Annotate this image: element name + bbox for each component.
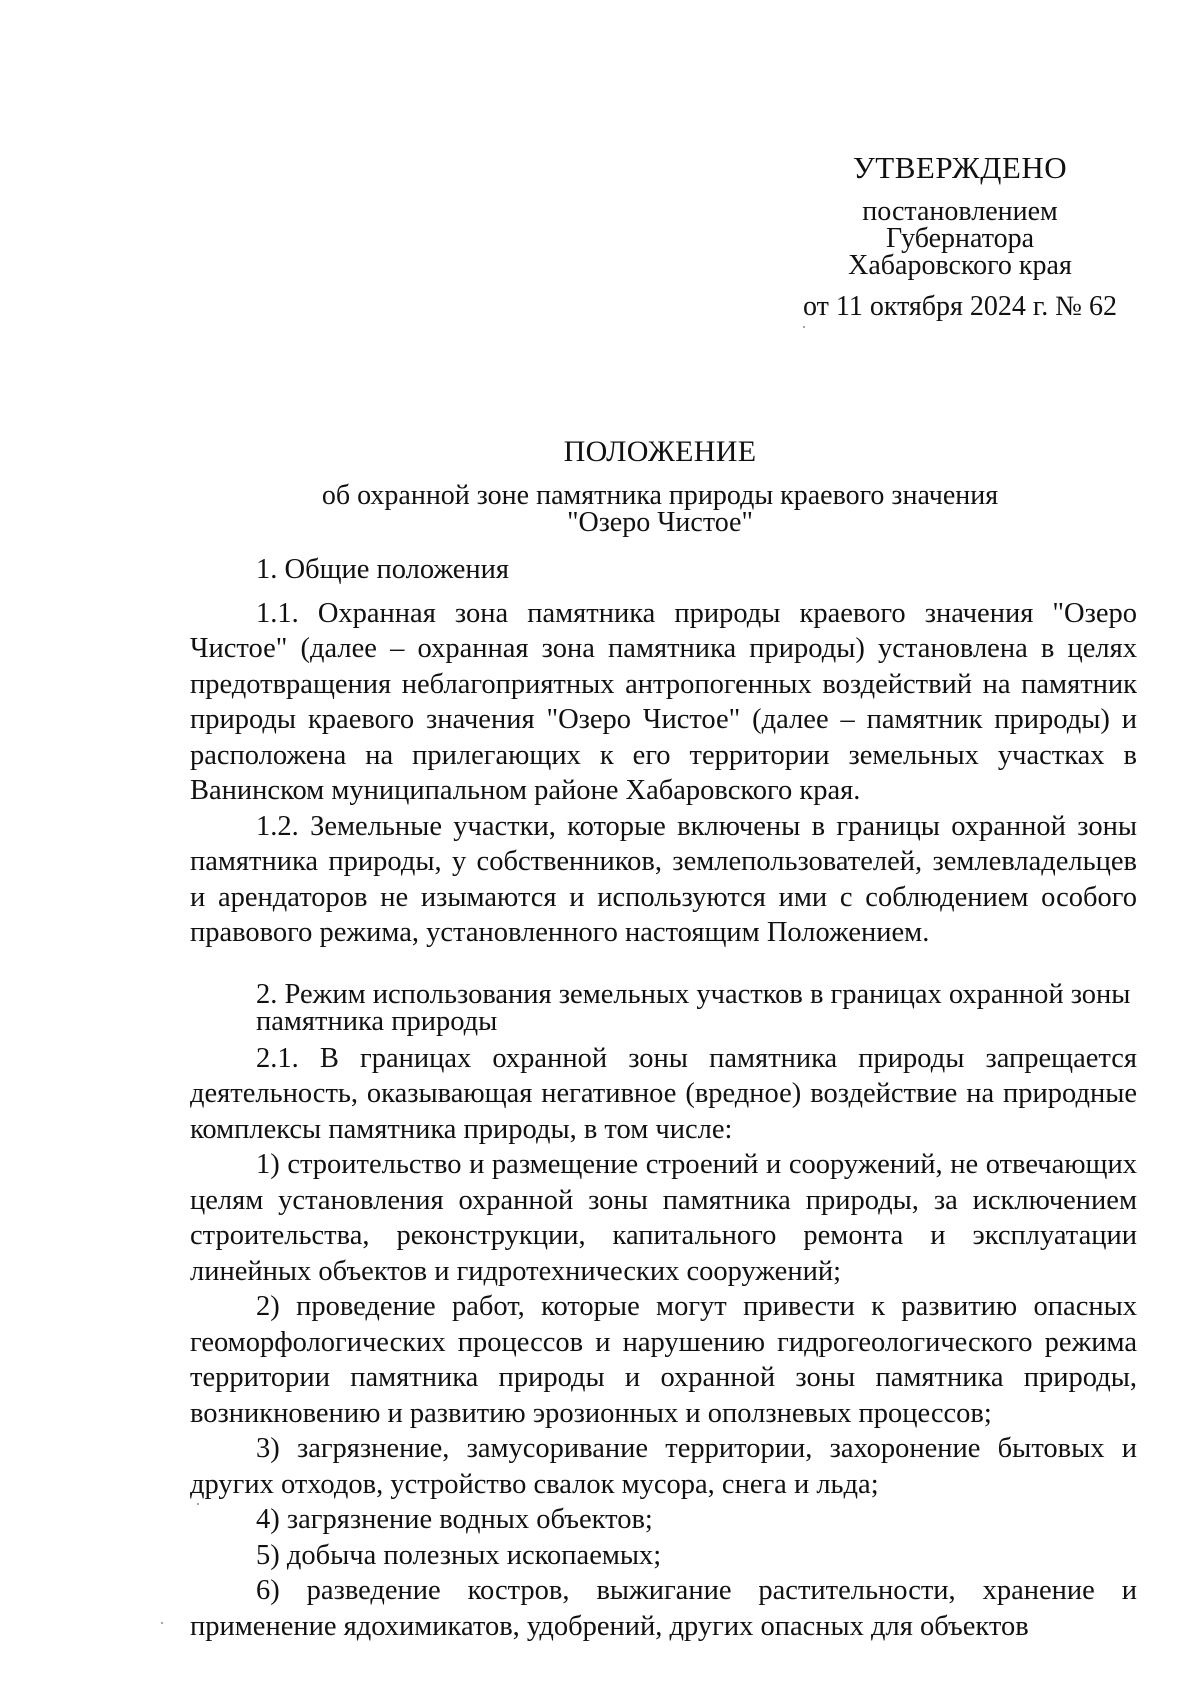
approval-line-2: Губернатора xyxy=(885,223,1035,254)
approval-line-3: Хабаровского края xyxy=(848,250,1072,281)
section-2-heading: 2. Режим использования земельных участков в границах охранной зоны памятника природы xyxy=(256,978,1131,1037)
list-item: 6) разведение костров, выжигание растительности, хранение и применение ядохимикатов, удобрений, других опасных для объектов xyxy=(190,1575,1137,1642)
document-subtitle-line-1: об охранной зоне памятника природы краевого значения xyxy=(321,480,999,511)
decree-date: от 11 октября 2024 г. № 62 xyxy=(803,291,1117,322)
list-item: 5) добыча полезных ископаемых; xyxy=(256,1539,662,1571)
paragraph-2-1: 2.1. В границах охранной зоны памятника природы запрещается деятельность, оказывающая негативное (вредное) воздействие на природные комплексы памятника природы, в том числе: xyxy=(190,1042,1137,1145)
approval-line-1: постановлением xyxy=(862,196,1058,227)
list-item: 3) загрязнение, замусоривание территории, захоронение бытовых и других отходов, устройство свалок мусора, снега и льда; xyxy=(190,1433,1137,1500)
scan-speck xyxy=(197,1503,199,1505)
document-body xyxy=(190,552,1137,1644)
document-subtitle-line-2: "Озеро Чистое" xyxy=(567,507,753,538)
approved-label: УТВЕРЖДЕНО xyxy=(852,150,1068,185)
paragraph-1-1: 1.1. Охранная зона памятника природы краевого значения "Озеро Чистое" (далее – охранная зона памятника природы) установлена в целях предотвращения неблагоприятных антропогенных воздействий на памятник природы краевого значения "Озеро Чистое" (далее – памятник природы) и расположена на прилегающих к его территории земельных участках в Ванинском муниципальном районе Хабаровского края. xyxy=(190,597,1137,806)
scan-speck xyxy=(161,1622,163,1624)
approval-stamp xyxy=(770,150,1150,320)
document-title: ПОЛОЖЕНИЕ xyxy=(563,435,757,468)
list-item: 2) проведение работ, которые могут привести к развитию опасных геоморфологических процессов и нарушению гидрогеологического режима территории памятника природы и охранной зоны памятника природы, возникновению и развитию эрозионных и оползневых процессов; xyxy=(190,1291,1137,1429)
document-title-block xyxy=(190,432,1130,536)
list-item: 1) строительство и размещение строений и сооружений, не отвечающих целям установления охранной зоны памятника природы, за исключением строительства, реконструкции, капитального ремонта и эксплуатации линейных объектов и гидротехнических сооружений; xyxy=(190,1149,1137,1287)
scan-speck xyxy=(803,326,805,328)
section-1-heading: 1. Общие положения xyxy=(256,554,510,585)
paragraph-1-2: 1.2. Земельные участки, которые включены в границы охранной зоны памятника природы, у собственников, землепользователей, землевладельцев и арендаторов не изымаются и используются ими с соблюдением особого правового режима, установленного настоящим Положением. xyxy=(190,810,1137,948)
list-item: 4) загрязнение водных объектов; xyxy=(256,1504,653,1535)
